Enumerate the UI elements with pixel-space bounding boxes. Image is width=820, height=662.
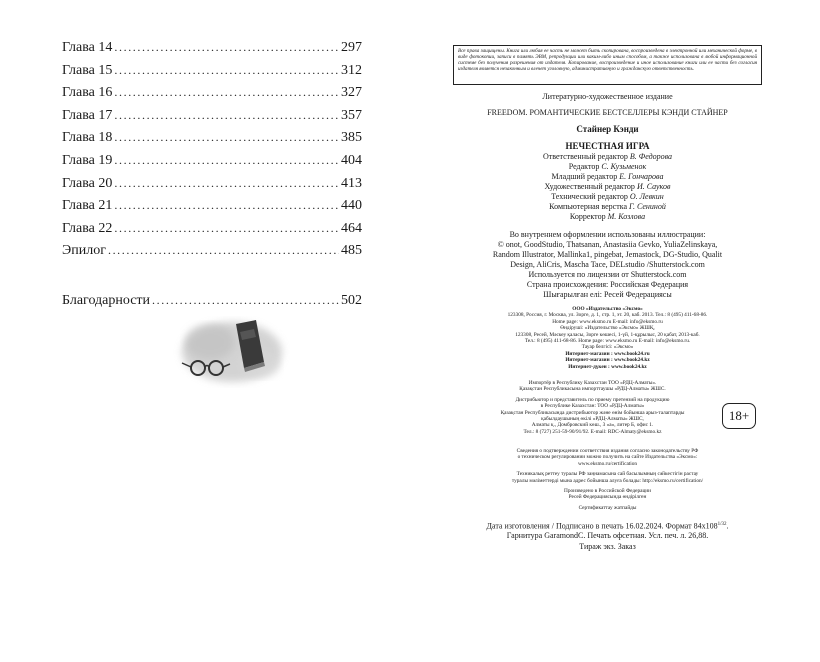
- toc-entry: [62, 130, 362, 153]
- imprint-line: Ресей Федерациясында өндірілген: [568, 494, 647, 501]
- toc-entry-label: Глава 19: [62, 152, 113, 168]
- credit-name: В. Федорова: [629, 152, 673, 161]
- imprint-line: Шығарылған елі: Ресей Федерациясы: [543, 290, 672, 299]
- toc-leader-dots: [114, 153, 339, 168]
- imprint-line: Интернет-магазин : www.book24.kz: [565, 357, 650, 364]
- imprint-line: Тел.: 8 (495) 411-68-86. Home page: www.eksmo.ru E-mail: info@eksmo.ru.: [524, 338, 691, 345]
- typeface-line: Гарнитура GaramondC. Печать офсетная. Усл. печ. л. 26,88.: [506, 531, 709, 540]
- toc-entry-label: Глава 14: [62, 40, 113, 55]
- imprint-line: Используется по лицензии от Shutterstock.com: [528, 270, 687, 279]
- toc-entry: [62, 153, 362, 176]
- toc-leader-dots: [114, 63, 339, 78]
- imprint-line: Техникалық реттеу туралы РФ заңнамасына сай басылымның сәйкестігін растау: [516, 471, 699, 478]
- toc-leader-dots: [114, 108, 339, 123]
- toc-entry-page: 404: [341, 152, 362, 168]
- toc-entry-page: 312: [341, 62, 362, 78]
- imprint-line: www.eksmo.ru/certification: [577, 460, 638, 467]
- credit-line: [445, 162, 770, 172]
- toc-entry-page: 385: [341, 130, 362, 146]
- credit-name: М. Козлова: [607, 212, 646, 221]
- toc-entry: [62, 63, 362, 86]
- print-date-line: Дата изготовления / Подписано в печать 16.02.2024. Формат $84x108^{1/32}$.: [486, 521, 729, 531]
- imprint-line: Тел.: 8 (727) 251-59-90/91/92. E-mail: RDC-Almaty@eksmo.kz: [523, 428, 662, 435]
- credit-role: Художественный редактор: [544, 182, 635, 191]
- toc-entry-label: Глава 16: [62, 85, 113, 101]
- toc-entry: [62, 221, 362, 244]
- toc-leader-dots: [114, 221, 339, 236]
- credit-role: Ответственный редактор: [542, 152, 628, 161]
- toc-entry-page: 502: [341, 292, 362, 308]
- book-and-glasses-illustration: [170, 312, 290, 392]
- toc-leader-dots: [114, 198, 339, 213]
- imprint-line: Random Illustrator, Mallinka1, pingebat, Jemastock, DG-Studio, Qualit: [492, 250, 723, 259]
- toc-entry-label: Глава 17: [62, 107, 113, 123]
- author-name: Стайнер Кэнди: [576, 124, 639, 134]
- imprint-line: Алматы қ., Домбровский көш., 3 «а», литер Б, офис 1.: [531, 422, 654, 429]
- toc-leader-dots: [114, 85, 339, 100]
- credits-list: [445, 152, 770, 222]
- toc-entry: [62, 176, 362, 199]
- toc-entry-page: 413: [341, 175, 362, 191]
- toc-entry-label: Благодарности: [62, 292, 151, 308]
- imprint-line: Во внутреннем оформлении использованы иллюстрации:: [509, 230, 706, 239]
- imprint-line: Қазақстан Республикасында дистрибьютор және өнім бойынша арыз-талаптарды: [500, 409, 685, 416]
- toc-leader-dots: [114, 176, 339, 191]
- toc-entry-page: 485: [341, 243, 362, 259]
- toc-entry: [62, 85, 362, 108]
- imprint-line: © onot, GoodStudio, Thatsanan, Anastasiia Gevko, YuliaZelinskaya,: [497, 240, 718, 249]
- toc-entry-label: Глава 21: [62, 198, 113, 214]
- toc-entry-label: Глава 15: [62, 62, 113, 78]
- toc-entry-label: Глава 20: [62, 175, 113, 191]
- imprint-line: о техническом регулировании можно получить на сайте Издательства «Эксмо»:: [517, 454, 698, 461]
- country-of-origin: [445, 280, 770, 300]
- credit-role: Корректор: [569, 212, 606, 221]
- toc-entry-page: 464: [341, 220, 362, 236]
- credit-name: Е. Гончарова: [619, 172, 664, 181]
- imprint-line: Өндіруші: «Издательство «Эксмо» ЖШҚ,: [560, 325, 655, 332]
- credit-line: [445, 212, 770, 222]
- credit-name: С. Кузьменок: [601, 162, 647, 171]
- credit-role: Редактор: [568, 162, 600, 171]
- imprint-line: Қазақстан Республикасына импорттаушы «РДЦ-Алматы» ЖШС.: [519, 386, 666, 393]
- print-run-line: Тираж экз. Заказ: [579, 542, 636, 551]
- toc-entry-label: Глава 18: [62, 130, 113, 146]
- imprint-line: в Республике Казахстан: ТОО «РДЦ-Алматы»: [540, 403, 645, 410]
- toc-leader-dots: [152, 293, 339, 308]
- credit-line: [445, 192, 770, 202]
- imprint-line: Дистрибьютор и представитель по приему претензий на продукцию: [515, 396, 670, 403]
- toc-entry-label: Глава 22: [62, 220, 113, 236]
- credit-line: [445, 182, 770, 192]
- credit-role: Технический редактор: [551, 192, 628, 201]
- toc-leader-dots: [108, 243, 339, 258]
- credit-name: Г. Сениной: [629, 202, 666, 211]
- credit-role: Компьютерная верстка: [549, 202, 628, 211]
- imprint-line: Страна происхождения: Российская Федерация: [526, 280, 689, 289]
- table-of-contents: [62, 40, 362, 316]
- credit-name: О. Левкин: [629, 192, 664, 201]
- rights-notice: Все права защищены. Книга или любая ее часть не может быть скопирована, воспроизведена в электронной или механической форме, в виде фотокопии, записи в память ЭВМ, репродукции или каким-либо иным способом, а также использована в любой информационной системе без получения разрешения от издателя. Копирование, воспроизведение и иное использование книги или ее части без согласия издателя является незаконным и влечет уголовную, административную и гражданскую ответственность.: [453, 45, 762, 85]
- imprint-line: қабылдаушының өкілі «РДЦ-Алматы» ЖШС,: [541, 416, 644, 423]
- toc-entry: [62, 40, 362, 63]
- toc-entry-page: 297: [341, 40, 362, 55]
- imprint-line: туралы мәліметтерді мына адрес бойынша алуға болады: http://eksmo.ru/certification/: [511, 477, 704, 484]
- credit-line: [445, 152, 770, 162]
- credit-line: [445, 202, 770, 212]
- imprint-line: Тауар белгісі: «Эксмо»: [581, 344, 634, 351]
- imprint-line: Произведено в Российской Федерации: [564, 488, 651, 495]
- toc-entry-label: Эпилог: [62, 243, 106, 259]
- toc-entry: [62, 243, 362, 266]
- toc-entry-page: 440: [341, 198, 362, 214]
- imprint-line: Home page: www.eksmo.ru E-mail: info@eksmo.ru: [552, 318, 663, 325]
- age-rating-badge: 18+: [722, 403, 756, 429]
- edition-type: Литературно-художественное издание: [542, 92, 673, 101]
- illustration-credits: [445, 230, 770, 280]
- credit-role: Младший редактор: [551, 172, 618, 181]
- distribution-info: [430, 380, 755, 435]
- imprint-line: Интернет-дүкен : www.book24.kz: [568, 363, 647, 370]
- certification-info: [445, 448, 770, 511]
- imprint-line: Design, AliCris, Mascha Tace, DELstudio /Shutterstock.com: [510, 260, 705, 269]
- imprint-line: Интернет-магазин : www.book24.ru: [565, 350, 650, 357]
- toc-entry-page: 327: [341, 85, 362, 101]
- toc-leader-dots: [114, 40, 339, 55]
- credit-line: [445, 172, 770, 182]
- imprint-line: Сведения о подтверждении соответствия издания согласно законодательству РФ: [516, 448, 699, 454]
- imprint-line: 123308, Ресей, Мәскеу қаласы, Зорге көшесі, 1-үй, 1-құрылыс, 20 қабат, 2013-каб.: [515, 331, 700, 338]
- credit-name: И. Сауков: [636, 182, 671, 191]
- imprint-line: Сертификаттау жатпайды: [578, 504, 637, 511]
- imprint-line: Импортёр в Республику Казахстан ТОО «РДЦ-Алматы».: [528, 380, 657, 386]
- imprint-line: ООО «Издательство «Эксмо»: [572, 306, 643, 312]
- toc-entry: [62, 108, 362, 131]
- toc-entry-page: 357: [341, 107, 362, 123]
- publisher-info: [445, 306, 770, 370]
- toc-leader-dots: [114, 130, 339, 145]
- book-title: НЕЧЕСТНАЯ ИГРА: [565, 141, 650, 151]
- imprint-line: 123308, Россия, г. Москва, ул. Зорге, д. 1, стр. 1, эт. 20, каб. 2013. Тел.: 8 (495) 411-68-86.: [507, 312, 708, 319]
- toc-entry: [62, 198, 362, 221]
- series-name: FREEDOM. РОМАНТИЧЕСКИЕ БЕСТСЕЛЛЕРЫ КЭНДИ СТАЙНЕР: [487, 108, 728, 117]
